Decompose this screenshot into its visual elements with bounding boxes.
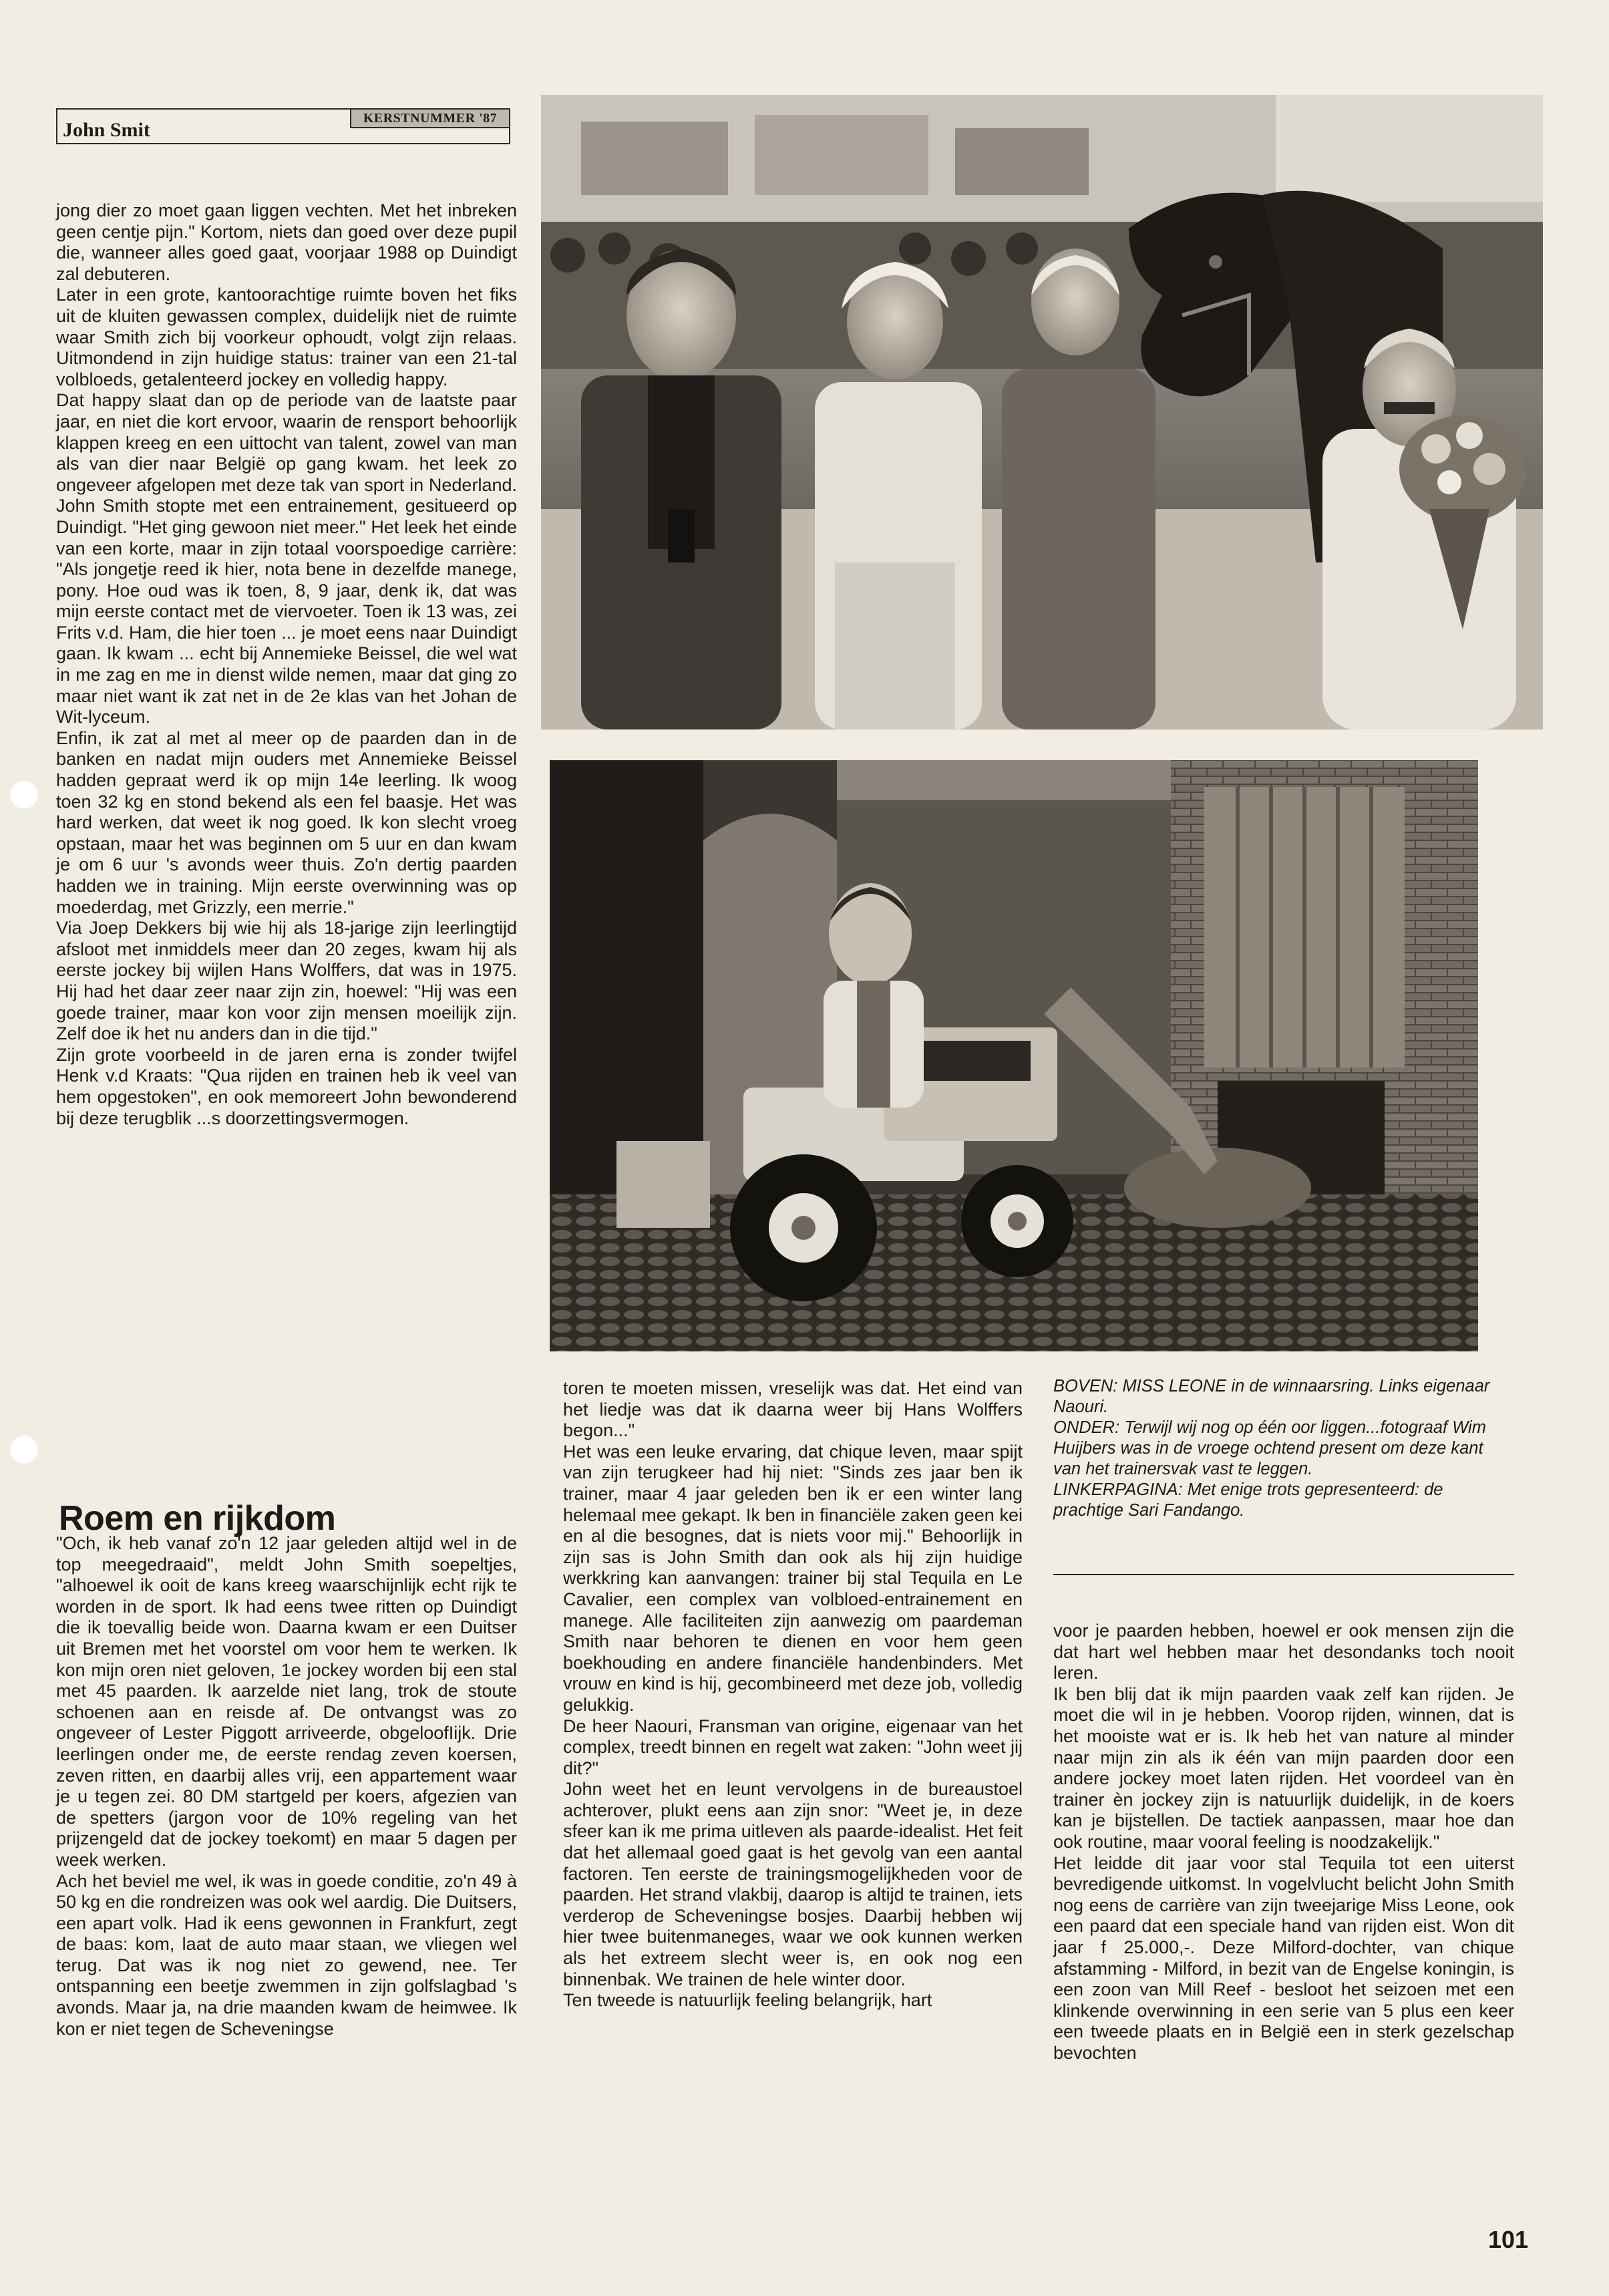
paragraph: jong dier zo moet gaan liggen vechten. Met het inbreken geen centje pijn." Kortom, niets dan goed over deze pupil die, wanneer alles goed gaat, voorjaar 1988 op Duindigt zal debuteren. bbox=[56, 200, 517, 284]
article-column-4 bbox=[1053, 1621, 1514, 2064]
paragraph: Zijn grote voorbeeld in de jaren erna is zonder twijfel Henk v.d Kraats: "Qua rijden en trainen heb ik veel van hem opgestoken", en ook memoreert John bewonderend bij deze terugblik ...s doorzettingsvermogen. bbox=[56, 1044, 517, 1128]
section-heading: Roem en rijkdom bbox=[59, 1499, 336, 1538]
caption-line: BOVEN: MISS LEONE in de winnaarsring. Links eigenaar Naouri. bbox=[1053, 1377, 1490, 1416]
photo-winners-ring bbox=[541, 95, 1543, 729]
paragraph: Het was een leuke ervaring, dat chique leven, maar spijt van zijn terugkeer had hij niet: "Sinds zes jaar ben ik trainer, maar 4 jaar geleden ben ik er een winter lang helemaal mee gekapt. Ik ben in financiële zaken geen kei en al die besognes, dat is niets voor mij." Behoorlijk in zijn sas is John Smith dan ook als hij zijn huidige werkkring kan aanvangen: trainer bij stal Tequila en Le Cavalier, een complex van volbloed-entrainement en manege. Alle faciliteiten zijn aanwezig om paardeman Smith naar behoren te dienen en voor hem geen boekhouding en andere financiële handenbinders. Met vrouw en kind is hij, gecombineerd met deze job, volledig gelukkig. bbox=[563, 1441, 1023, 1715]
punch-hole bbox=[9, 780, 39, 810]
paragraph: voor je paarden hebben, hoewel er ook mensen zijn die dat hart wel hebben maar het desondanks toch nooit leren. bbox=[1053, 1621, 1514, 1683]
photo-tractor-stable-image bbox=[550, 760, 1478, 1351]
article-column-2 bbox=[56, 1533, 517, 2039]
caption-line: ONDER: Terwijl wij nog op één oor liggen...fotograaf Wim Huijbers was in de vroege ochtend present om deze kant van het trainersvak vast te leggen. bbox=[1053, 1418, 1486, 1478]
paragraph: Via Joep Dekkers bij wie hij als 18-jarige zijn leerlingtijd afsloot met inmiddels meer dan 20 zeges, kwam hij als eerste jockey bij wijlen Hans Wolffers, dat was in 1975. Hij had het daar zeer naar zijn zin, hoewel: "Hij was een goede trainer, maar kon voor zijn mensen moeilijk zijn. Zelf doe ik het nu anders dan in die tijd." bbox=[56, 918, 517, 1044]
caption-divider bbox=[1053, 1574, 1514, 1575]
caption-line: LINKERPAGINA: Met enige trots gepresenteerd: de prachtige Sari Fandango. bbox=[1053, 1480, 1443, 1520]
page-header bbox=[56, 108, 510, 144]
photo-winners-ring-image bbox=[541, 95, 1543, 729]
paragraph: Het leidde dit jaar voor stal Tequila tot een uiterst bevredigende uitkomst. In vogelvlucht belicht John Smith nog eens de carrière van zijn tweejarige Miss Leone, ook een paard dat een speciale hand van rijden eist. Won dit jaar f 25.000,-. Deze Milford-dochter, van chique afstamming - Milford, in bezit van de Engelse koningin, is een zoon van Mill Reef - besloot het seizoen met een klinkende overwinning in een serie van 5 plus een keer een tweede plaats en in België een in sterk gezelschap bevochten bbox=[1053, 1852, 1514, 2063]
punch-hole bbox=[9, 1435, 39, 1464]
photo-caption bbox=[1053, 1376, 1494, 1521]
paragraph: Dat happy slaat dan op de periode van de laatste paar jaar, en niet die kort ervoor, waarin de rensport behoorlijk klappen kreeg en een uittocht van talent, zowel van man als van dier naar België op gang kwam. het leek zo ongeveer afgelopen met deze tak van sport in Nederland. John Smith stopte met een entrainement, gesitueerd op Duindigt. "Het ging gewoon niet meer." Het leek het einde van een korte, maar in zijn totaal voorspoedige carrière: "Als jongetje reed ik hier, nota bene in dezelfde manege, pony. Hoe oud was ik toen, 8, 9 jaar, denk ik, dat was mijn eerste contact met de viervoeter. Toen ik 13 was, zei Frits v.d. Ham, die hier toen ... je moet eens naar Duindigt gaan. Ik kwam ... echt bij Annemieke Beissel, die wel wat in me zag en me in dienst wilde nemen, maar dat ging zo maar niet want ik zat net in de 2e klas van het Johan de Wit-lyceum. bbox=[56, 390, 517, 727]
paragraph: John weet het en leunt vervolgens in de bureaustoel achterover, plukt eens aan zijn snor: "Weet je, in deze sfeer kan ik me prima uitleven als paarde-idealist. Het feit dat het allemaal goed gaat is het gevolg van een aantal factoren. Ten eerste de trainingsmogelijkheden voor de paarden. Het strand vlakbij, daarop is altijd te trainen, iets verderop de Scheveningse bosjes. Daarbij hebben wij hier twee buitenmaneges, waar we ook kunnen werken als het extreem slecht weer is, en ook nog een binnenbak. We trainen de hele winter door. bbox=[563, 1779, 1023, 1989]
paragraph: Ach het beviel me wel, ik was in goede conditie, zo'n 49 à 50 kg en die rondreizen was ook wel aardig. Die Duitsers, een apart volk. Had ik eens gewonnen in Frankfurt, zegt de baas: kom, laat de auto maar staan, we vliegen wel terug. Dat was ik nog niet zo gewend, nee. Ter ontspanning een beetje zwemmen in zijn golfslagbad 's avonds. Maar ja, na drie maanden kwam de heimwee. Ik kon er niet tegen de Scheveningse bbox=[56, 1870, 517, 2039]
page-number: 101 bbox=[1488, 2226, 1529, 2253]
paragraph: toren te moeten missen, vreselijk was dat. Het eind van het liedje was dat ik daarna weer bij Hans Wolffers begon..." bbox=[563, 1378, 1023, 1441]
article-column-3 bbox=[563, 1378, 1023, 2011]
paragraph: Enfin, ik zat al met al meer op de paarden dan in de banken en nadat mijn ouders met Annemieke Beissel hadden gepraat werd ik op mijn 14e leerling. Ik woog toen 32 kg en stond bekend als een fel baasje. Het was hard werken, dat weet ik nog goed. Ik kon slecht vroeg opstaan, maar het was beginnen om 5 uur en dan kwam je om 6 uur 's avonds weer thuis. Zo'n dertig paarden hadden we in training. Mijn eerste overwinning was op moederdag, met Grizzly, een merrie." bbox=[56, 727, 517, 917]
paragraph: "Och, ik heb vanaf zo'n 12 jaar geleden altijd wel in de top meegedraaid", meldt John Smith soepeltjes, "alhoewel ik ooit de kans kreeg waarschijnlijk echt rijk te worden in de sport. Ik had eens twee ritten op Duindigt die ik toevallig beide won. Daarna kwam er een Duitser uit Bremen met het voorstel om voor hem te werken. Ik kon mijn oren niet geloven, 1e jockey worden bij een stal met 45 paarden. Ik aarzelde niet lang, trok de stoute schoenen aan en reisde af. De ontvangst was zo ongeveer of Lester Piggott arriveerde, obgeloofIijk. Drie leerlingen onder me, de eerste rendag zeven koersen, zeven ritten, en daarbij alles vrij, een appartement waar je u tegen zei. 80 DM startgeld per koers, afgezien van de spetters (jargon voor de 10% regeling van het prijzengeld dat de jockey toekomt) en maar 5 dagen per week werken. bbox=[56, 1533, 517, 1870]
author-name: John Smit bbox=[63, 119, 150, 141]
photo-tractor-stable bbox=[550, 760, 1478, 1351]
paragraph: Ik ben blij dat ik mijn paarden vaak zelf kan rijden. Je moet die wil in je hebben. Voorop rijden, winnen, dat is het mooiste wat er is. Ik heb het van nature al minder naar mijn zin als ik één van mijn paarden door een andere jockey moet laten rijden. Het voordeel van èn trainer èn jockey zijn is natuurlijk duidelijk, in de koers kan je bijstellen. De tactiek aanpassen, maar hoe dan ook routine, maar vooral feeling is noodzakelijk." bbox=[1053, 1683, 1514, 1852]
issue-label: KERSTNUMMER '87 bbox=[350, 110, 509, 128]
paragraph: Ten tweede is natuurlijk feeling belangrijk, hart bbox=[563, 1990, 932, 2011]
paragraph: Later in een grote, kantoorachtige ruimte boven het fiks uit de kluiten gewassen complex, duidelijk niet de ruimte waar Smith zich bij voorkeur ophoudt, volgt zijn relaas. Uitmondend in zijn huidige status: trainer van een 21-tal volbloeds, getalenteerd jockey en volledig happy. bbox=[56, 285, 517, 389]
paragraph: De heer Naouri, Fransman van origine, eigenaar van het complex, treedt binnen en regelt wat zaken: "John weet jij dit?" bbox=[563, 1715, 1023, 1778]
article-column-1 bbox=[56, 200, 517, 1129]
